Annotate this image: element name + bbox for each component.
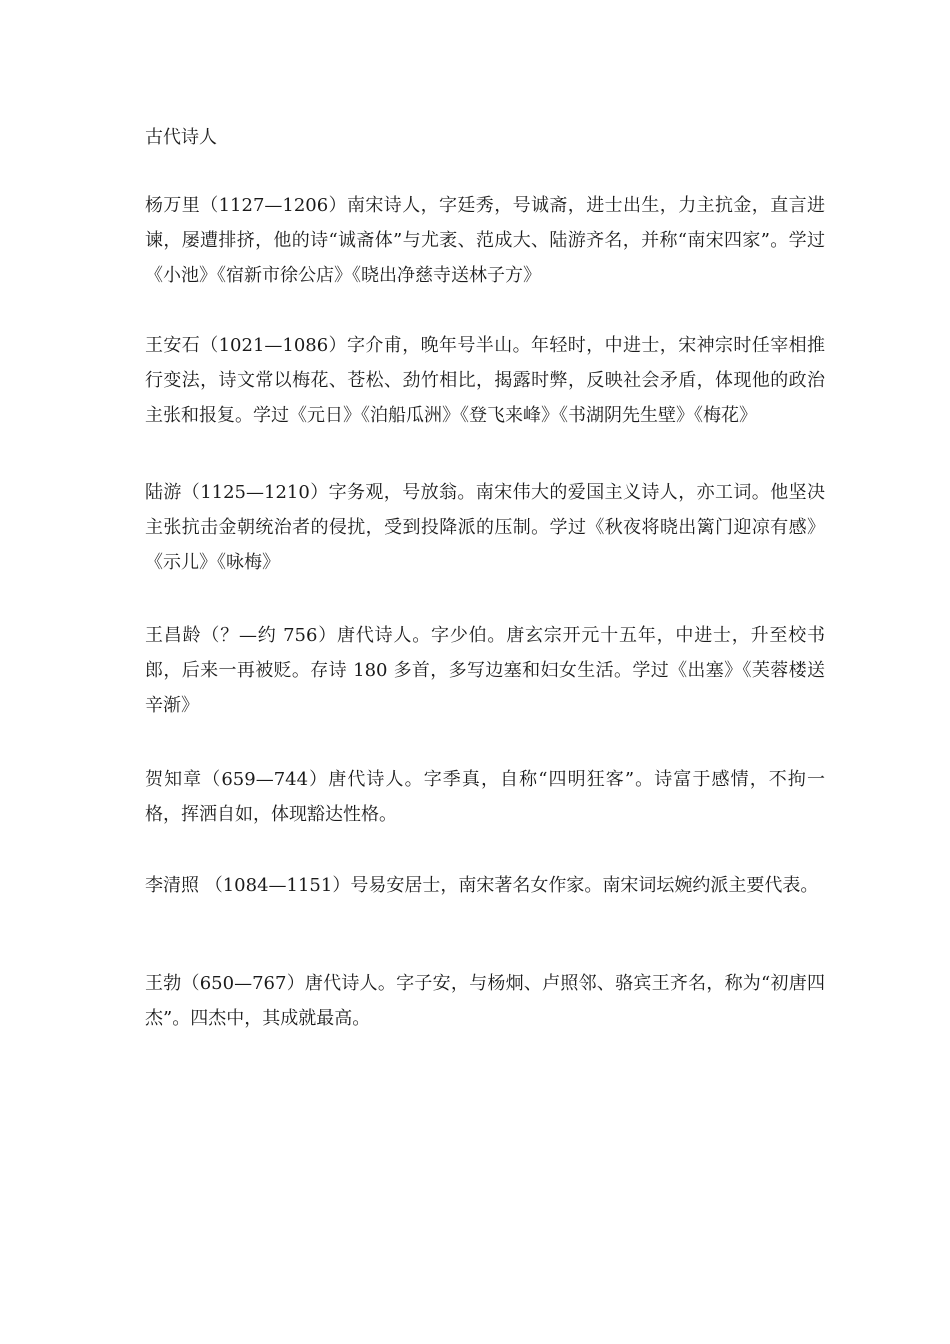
paragraph-wang-bo: 王勃（650—767）唐代诗人。字子安，与杨炯、卢照邻、骆宾王齐名，称为“初唐四杰”。四杰中，其成就最高。 [145,973,825,1029]
paragraph-wang-anshi: 王安石（1021—1086）字介甫，晚年号半山。年轻时，中进士，宋神宗时任宰相推行变法，诗文常以梅花、苍松、劲竹相比，揭露时弊，反映社会矛盾，体现他的政治主张和报复。学过《元日》《泊船瓜洲》《登飞来峰》《书湖阴先生壁》《梅花》 [145,335,825,426]
document-title: 古代诗人 [145,127,217,148]
paragraph-li-qingzhao: 李清照 （1084—1151）号易安居士，南宋著名女作家。南宋词坛婉约派主要代表。 [145,875,819,896]
paragraph-yang-wanli: 杨万里（1127—1206）南宋诗人，字廷秀，号诚斋，进士出生，力主抗金，直言进谏，屡遭排挤，他的诗“诚斋体”与尤袤、范成大、陆游齐名，并称“南宋四家”。学过《小池》《宿新市徐公店》《晓出净慈寺送林子方》 [145,195,825,286]
paragraph-wang-changling: 王昌龄（？—约 756）唐代诗人。字少伯。唐玄宗开元十五年，中进士，升至校书郎，后来一再被贬。存诗 180 多首，多写边塞和妇女生活。学过《出塞》《芙蓉楼送辛渐》 [145,625,825,716]
paragraph-lu-you: 陆游（1125—1210）字务观，号放翁。南宋伟大的爱国主义诗人，亦工词。他坚决主张抗击金朝统治者的侵扰，受到投降派的压制。学过《秋夜将晓出篱门迎凉有感》《示儿》《咏梅》 [145,482,825,573]
paragraph-he-zhizhang: 贺知章（659—744）唐代诗人。字季真，自称“四明狂客”。诗富于感情，不拘一格，挥洒自如，体现豁达性格。 [145,769,825,825]
